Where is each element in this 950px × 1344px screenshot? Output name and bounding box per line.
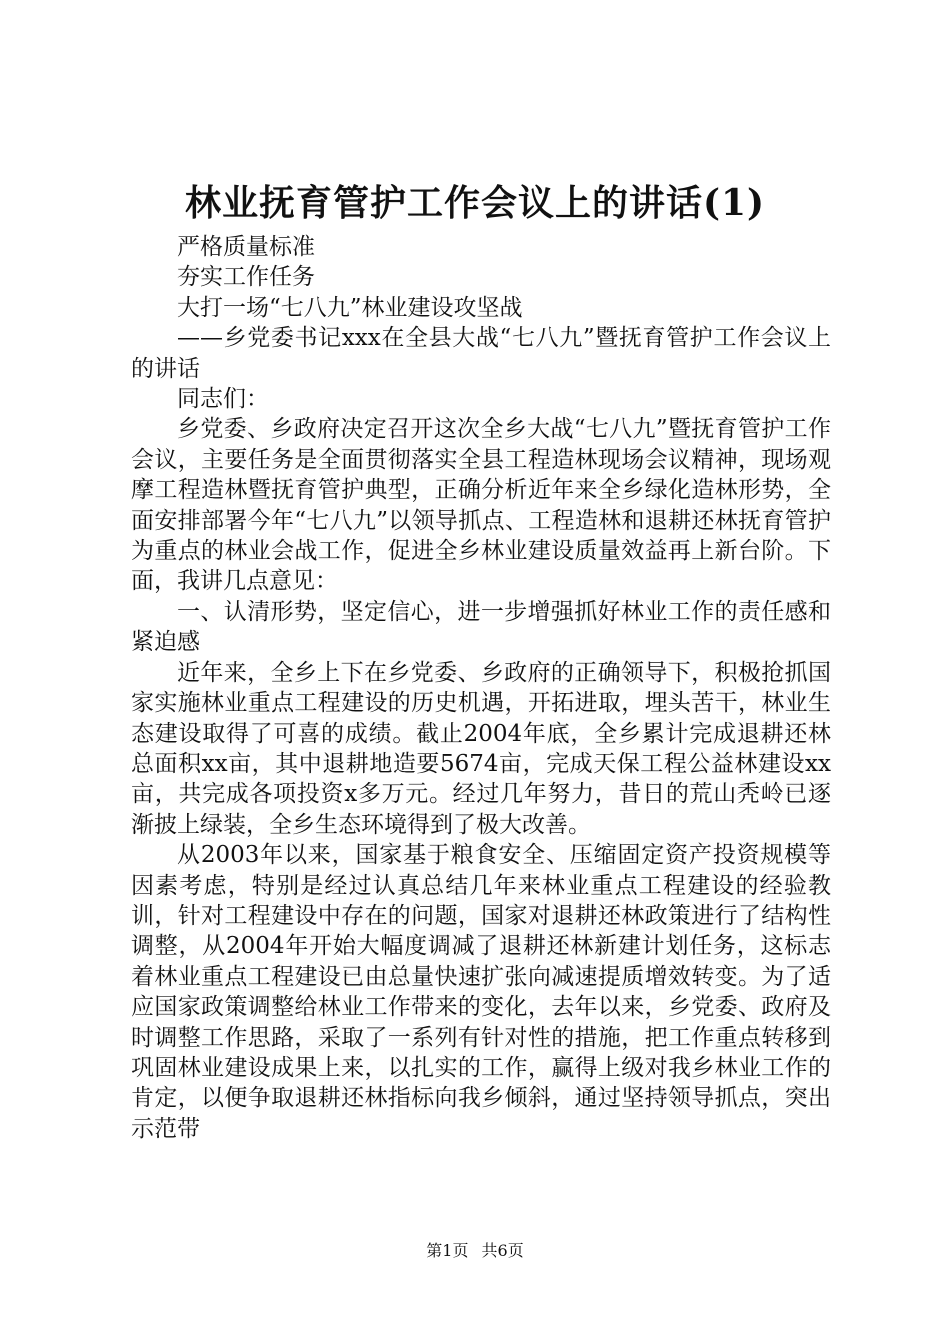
page-total: 共6页 [481,1241,524,1260]
subtitle-line-1: 严格质量标准 [177,234,315,260]
paragraph-policy: 从2003年以来，国家基于粮食安全、压缩固定资产投资规模等因素考虑，特别是经过认真总结几年来林业重点工程建设的经验教训，针对工程建设中存在的问题，国家对退耕还林政策进行了结构性调整，从2004年开始大幅度调减了退耕还林新建计划任务，这标志着林业重点工程建设已由总量快速扩张向减速提质增效转变。为了适应国家政策调整给林业工作带来的变化，去年以来，乡党委、政府及时调整工作思路，采取了一系列有针对性的措施，把工作重点转移到巩固林业建设成果上来，以扎实的工作，赢得上级对我乡林业工作的肯定，以便争取退耕还林指标向我乡倾斜，通过坚持领导抓点，突出示范带 [131,842,831,1142]
document-body [131,232,831,1144]
subtitle-line-2: 夯实工作任务 [177,264,315,291]
document-title: 林业抚育管护工作会议上的讲话(1) [184,182,766,224]
page-footer [0,1240,950,1262]
salutation: 同志们： [177,386,269,413]
page-number: 第1页 [426,1241,469,1260]
paragraph-achievements: 近年来，全乡上下在乡党委、乡政府的正确领导下，积极抢抓国家实施林业重点工程建设的历史机遇，开拓进取，埋头苦干，林业生态建设取得了可喜的成绩。截止2004年底，全乡累计完成退耕还林总面积xx亩，其中退耕地造要5674亩，完成天保工程公益林建设xx亩，共完成各项投资x多万元。经过几年努力，昔日的荒山秃岭已逐渐披上绿装，全乡生态环境得到了极大改善。 [131,659,831,838]
section-heading-1: 一、认清形势，坚定信心，进一步增强抓好林业工作的责任感和紧迫感 [131,598,831,656]
speaker-line: ——乡党委书记xxx在全县大战“七八九”暨抚育管护工作会议上的讲话 [131,325,831,382]
paragraph-intro: 乡党委、乡政府决定召开这次全乡大战“七八九”暨抚育管护工作会议，主要任务是全面贯彻落实全县工程造林现场会议精神，现场观摩工程造林暨抚育管护典型，正确分析近年来全乡绿化造林形势，全面安排部署今年“七八九”以领导抓点、工程造林和退耕还林抚育管护为重点的林业会战工作，促进全乡林业建设质量效益再上新台阶。下面，我讲几点意见： [131,416,831,595]
subtitle-line-3: 大打一场“七八九”林业建设攻坚战 [177,294,523,321]
